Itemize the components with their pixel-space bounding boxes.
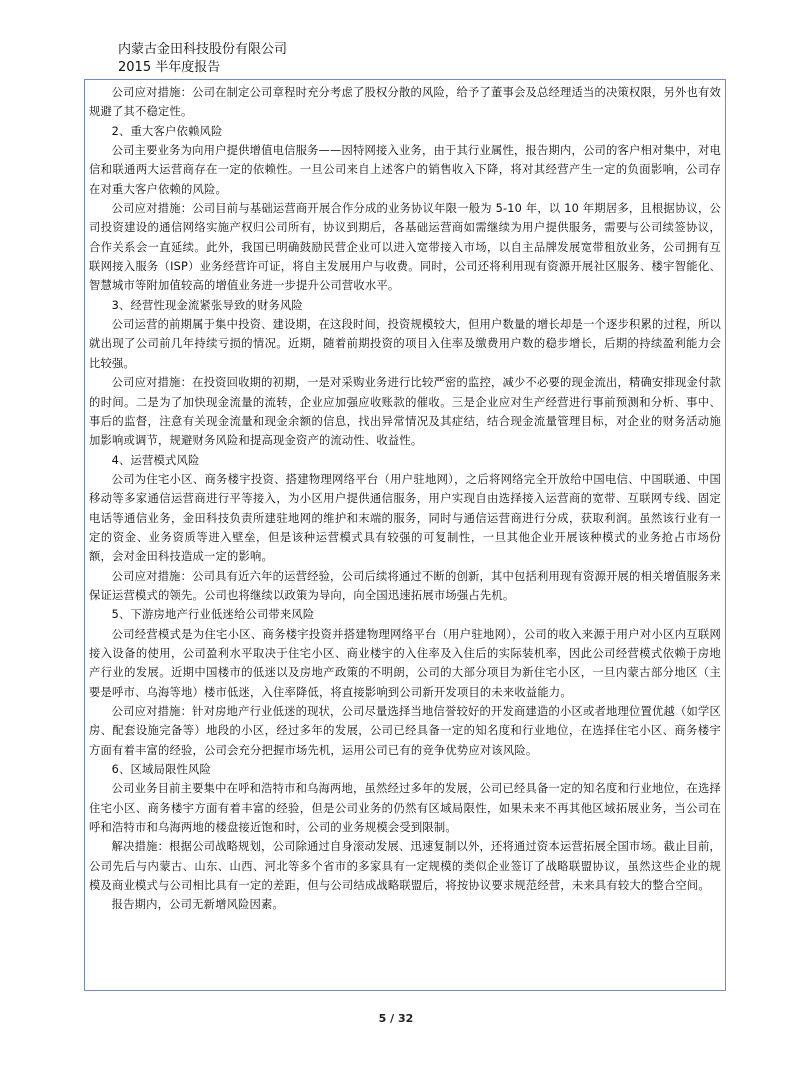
- section-heading: 6、区域局限性风险: [111, 763, 211, 777]
- page-header: [118, 41, 287, 77]
- section-heading: 2、重大客户依赖风险: [111, 124, 223, 138]
- section-heading: 5、下游房地产行业低迷给公司带来风险: [111, 608, 315, 622]
- section-heading: 4、运营模式风险: [111, 453, 200, 467]
- page-number: 5 / 32: [378, 1012, 414, 1025]
- paragraph: 公司应对措施：公司在制定公司章程时充分考虑了股权分散的风险，给予了董事会及总经理适当的决策权限，另外也有效规避了其不稳定性。: [89, 86, 721, 119]
- paragraph: 公司主要业务为向用户提供增值电信服务——因特网接入业务，由于其行业属性，报告期内，公司的客户相对集中，对电信和联通两大运营商存在一定的依赖性。一旦公司来自上述客户的销售收入下降，将对其经营产生一定的负面影响，公司存在对重大客户依赖的风险。: [89, 144, 721, 196]
- paragraph: 公司经营模式是为住宅小区、商务楼宇投资并搭建物理网络平台（用户驻地网），公司的收入来源于用户对小区内互联网接入设备的使用，公司盈利水平取决于住宅小区、商业楼宇的入住率及入住后的实际装机率，因此公司经营模式依赖于房地产行业的发展。近期中国楼市的低迷以及房地产政策的不明朗，公司的大部分项目为新住宅小区，一旦内蒙古部分地区（主要是呼市、乌海等地）楼市低迷，入住率降低，将直接影响到公司新开发项目的未来收益能力。: [89, 627, 721, 699]
- paragraph: 公司应对措施：公司具有近六年的运营经验，公司后续将通过不断的创新，其中包括利用现有资源开展的相关增值服务来保证运营模式的领先。公司也将继续以政策为导向，向全国迅速拓展市场强占先机。: [89, 569, 721, 602]
- section-heading: 3、经营性现金流紧张导致的财务风险: [111, 298, 303, 312]
- paragraph: 公司应对措施：在投资回收期的初期，一是对采购业务进行比较严密的监控，减少不必要的现金流出，精确安排现金付款的时间。二是为了加快现金流量的流转，企业应加强应收账款的催收。三是企业应对生产经营进行事前预测和分析、事中、事后的监督，注意有关现金流量和现金余额的信息，找出异常情况及其症结，结合现金流量管理目标，对企业的财务活动施加影响或调节，规避财务风险和提高现金资产的流动性、收益性。: [89, 376, 721, 448]
- paragraph: 公司为住宅小区、商务楼宇投资、搭建物理网络平台（用户驻地网），之后将网络完全开放给中国电信、中国联通、中国移动等多家通信运营商进行平等接入，为小区用户提供通信服务，用户实现自由选择接入运营商的宽带、互联网专线、固定电话等通信业务，金田科技负责所建驻地网的维护和末端的服务，同时与通信运营商进行分成，获取利润。虽然该行业有一定的资金、业务资质等进入壁垒，但是该种运营模式具有较强的可复制性，一旦其他企业开展该种模式的业务抢占市场份额，会对金田科技造成一定的影响。: [89, 472, 721, 564]
- paragraph: 公司运营的前期属于集中投资、建设期，在这段时间，投资规模较大，但用户数量的增长却是一个逐步积累的过程，所以就出现了公司前几年持续亏损的情况。近期，随着前期投资的项目入住率及缴费用户数的稳步增长，后期的持续盈利能力会比较强。: [89, 318, 721, 370]
- paragraph: 报告期内，公司无新增风险因素。: [111, 898, 285, 912]
- paragraph: 公司业务目前主要集中在呼和浩特市和乌海两地，虽然经过多年的发展，公司已经具备一定的知名度和行业地位，在选择住宅小区、商务楼宇方面有着丰富的经验，但是公司业务的仍然有区域局限性，如果未来不再其他区域拓展业务，当公司在呼和浩特市和乌海两地的楼盘接近饱和时，公司的业务规模会受到限制。: [89, 782, 721, 835]
- content-box: [84, 79, 726, 991]
- paragraph: 公司应对措施：公司目前与基础运营商开展合作分成的业务协议年限一般为 5-10 年，以 10 年期居多，且根据协议，公司投资建设的通信网络实施产权归公司所有，协议到期后，各基础运营商如需继续为用户提供服务，需要与公司续签协议，合作关系会一直延续。此外，我国已明确鼓励民营企业可以进入宽带接入市场，以自主品牌发展宽带租放业务，公司拥有互联网接入服务（ISP）业务经营许可证，将自主发展用户与收费。同时，公司还将利用现有资源开展社区服务、楼宇智能化、智慧城市等附加值较高的增值业务进一步提升公司营收水平。: [89, 202, 721, 293]
- paragraph: 解决措施：根据公司战略规划，公司除通过自身滚动发展、迅速复制以外，还将通过资本运营拓展全国市场。截止目前，公司先后与内蒙古、山东、山西、河北等多个省市的多家具有一定规模的类似企业签订了战略联盟协议，虽然这些企业的规模及商业模式与公司相比具有一定的差距，但与公司结成战略联盟后，将按协议要求规范经营，未来具有较大的整合空间。: [89, 840, 721, 893]
- paragraph: 公司应对措施：针对房地产行业低迷的现状，公司尽量选择当地信誉较好的开发商建造的小区或者地理位置优越（如学区房、配套设施完备等）地段的小区，经过多年的发展，公司已经具备一定的知名度和行业地位，在选择住宅小区、商务楼宇方面有着丰富的经验，公司会充分把握市场先机，运用公司已有的竞争优势应对该风险。: [89, 705, 721, 757]
- report-title: 2015 半年度报告: [118, 60, 221, 75]
- company-name: 内蒙古金田科技股份有限公司: [118, 42, 288, 57]
